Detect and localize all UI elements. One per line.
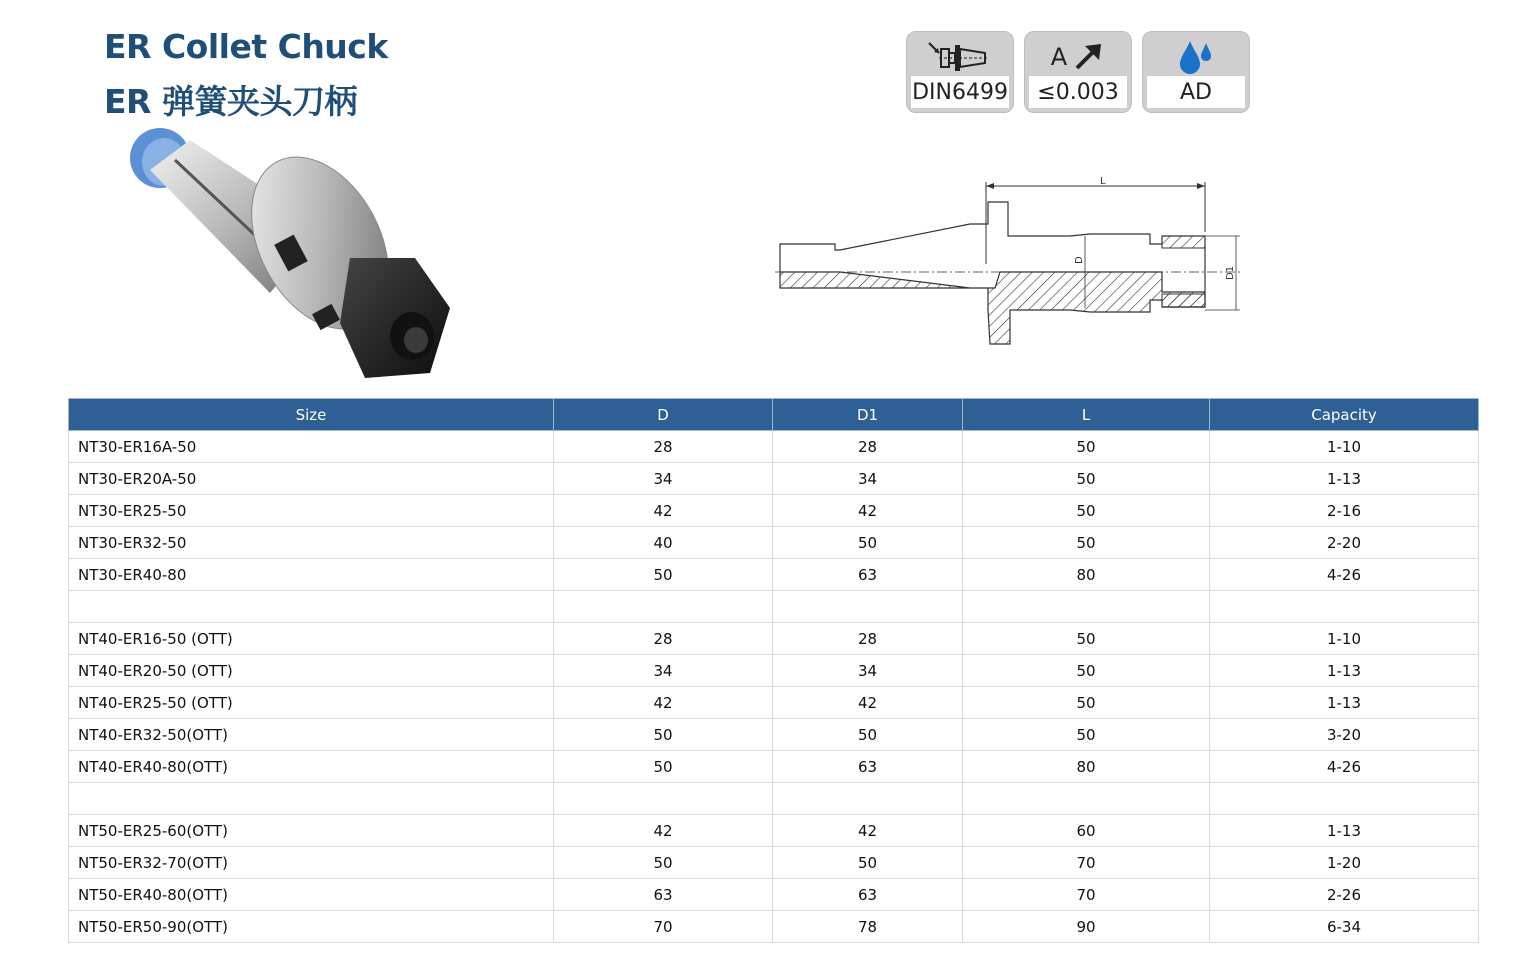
table-row — [69, 527, 1479, 559]
cell-size: NT30-ER16A-50 — [69, 431, 554, 463]
table-row — [69, 687, 1479, 719]
cell-capacity: 2-26 — [1210, 879, 1479, 911]
cell-size: NT50-ER32-70(OTT) — [69, 847, 554, 879]
cell-capacity: 1-20 — [1210, 847, 1479, 879]
badge-ad-label: AD — [1147, 76, 1245, 108]
cell-capacity: 1-10 — [1210, 623, 1479, 655]
col-header-l: L — [963, 399, 1210, 431]
cell-capacity: 4-26 — [1210, 559, 1479, 591]
cell-l: 50 — [963, 623, 1210, 655]
cell-l: 80 — [963, 559, 1210, 591]
cell-d1: 42 — [773, 815, 963, 847]
badge-ad — [1142, 31, 1250, 113]
table-row — [69, 463, 1479, 495]
page-subtitle: ER 弹簧夹头刀柄 — [104, 82, 357, 121]
cell-l — [963, 591, 1210, 623]
table-row — [69, 431, 1479, 463]
feature-badges — [906, 31, 1250, 113]
technical-drawing — [770, 172, 1250, 352]
cell-l: 50 — [963, 527, 1210, 559]
table-row — [69, 719, 1479, 751]
cell-d1: 34 — [773, 655, 963, 687]
table-row — [69, 751, 1479, 783]
table-row — [69, 655, 1479, 687]
cell-l: 50 — [963, 431, 1210, 463]
cell-size: NT50-ER25-60(OTT) — [69, 815, 554, 847]
cell-d1: 63 — [773, 751, 963, 783]
cell-d1: 42 — [773, 687, 963, 719]
cell-l: 80 — [963, 751, 1210, 783]
cell-d1: 50 — [773, 527, 963, 559]
runout-arrow-icon — [1071, 40, 1105, 74]
cell-capacity — [1210, 591, 1479, 623]
badge-runout — [1024, 31, 1132, 113]
table-row — [69, 559, 1479, 591]
cell-l: 50 — [963, 719, 1210, 751]
dim-D1: D1 — [1225, 265, 1236, 280]
cell-l: 70 — [963, 847, 1210, 879]
cell-l: 50 — [963, 655, 1210, 687]
cell-d: 28 — [554, 623, 773, 655]
table-row — [69, 911, 1479, 943]
runout-prefix: A — [1050, 43, 1068, 71]
table-row — [69, 847, 1479, 879]
page-title: ER Collet Chuck — [104, 27, 388, 66]
cell-capacity: 1-13 — [1210, 655, 1479, 687]
cell-d: 63 — [554, 879, 773, 911]
coolant-drops-icon — [1176, 37, 1216, 77]
table-row — [69, 815, 1479, 847]
cell-d: 42 — [554, 815, 773, 847]
cell-size: NT30-ER32-50 — [69, 527, 554, 559]
cell-l: 90 — [963, 911, 1210, 943]
cell-d: 42 — [554, 495, 773, 527]
cell-size: NT40-ER40-80(OTT) — [69, 751, 554, 783]
col-header-d: D — [554, 399, 773, 431]
cell-capacity — [1210, 783, 1479, 815]
cell-capacity: 1-13 — [1210, 815, 1479, 847]
cell-d1 — [773, 591, 963, 623]
col-header-capacity: Capacity — [1210, 399, 1479, 431]
cell-capacity: 1-13 — [1210, 463, 1479, 495]
cell-d1: 50 — [773, 719, 963, 751]
cell-d1 — [773, 783, 963, 815]
cell-d — [554, 591, 773, 623]
cell-size: NT50-ER50-90(OTT) — [69, 911, 554, 943]
cell-d: 34 — [554, 655, 773, 687]
cell-size: NT40-ER16-50 (OTT) — [69, 623, 554, 655]
table-row — [69, 783, 1479, 815]
cell-d: 28 — [554, 431, 773, 463]
cell-d1: 78 — [773, 911, 963, 943]
cell-capacity: 6-34 — [1210, 911, 1479, 943]
dim-L: L — [1100, 176, 1106, 187]
table-row — [69, 495, 1479, 527]
cell-d1: 34 — [773, 463, 963, 495]
cell-size: NT30-ER40-80 — [69, 559, 554, 591]
cell-size: NT40-ER20-50 (OTT) — [69, 655, 554, 687]
cell-capacity: 1-10 — [1210, 431, 1479, 463]
cell-size: NT50-ER40-80(OTT) — [69, 879, 554, 911]
cell-d: 50 — [554, 719, 773, 751]
cell-capacity: 1-13 — [1210, 687, 1479, 719]
table-row — [69, 591, 1479, 623]
cell-l: 60 — [963, 815, 1210, 847]
cell-d — [554, 783, 773, 815]
cell-capacity: 4-26 — [1210, 751, 1479, 783]
cell-size: NT40-ER32-50(OTT) — [69, 719, 554, 751]
table-header-row — [69, 399, 1479, 431]
cell-d1: 63 — [773, 559, 963, 591]
cell-d1: 28 — [773, 431, 963, 463]
cell-l — [963, 783, 1210, 815]
cell-d1: 50 — [773, 847, 963, 879]
badge-din6499 — [906, 31, 1014, 113]
badge-runout-label: ≤0.003 — [1029, 76, 1127, 108]
cell-size: NT30-ER25-50 — [69, 495, 554, 527]
col-header-d1: D1 — [773, 399, 963, 431]
cell-d: 40 — [554, 527, 773, 559]
cell-d: 50 — [554, 847, 773, 879]
cell-l: 50 — [963, 495, 1210, 527]
cell-capacity: 2-16 — [1210, 495, 1479, 527]
cell-size: NT40-ER25-50 (OTT) — [69, 687, 554, 719]
col-header-size: Size — [69, 399, 554, 431]
cell-d: 70 — [554, 911, 773, 943]
dim-D: D — [1074, 256, 1085, 264]
cell-d1: 63 — [773, 879, 963, 911]
table-row — [69, 879, 1479, 911]
cell-capacity: 3-20 — [1210, 719, 1479, 751]
cell-d: 34 — [554, 463, 773, 495]
table-row — [69, 623, 1479, 655]
cell-d1: 42 — [773, 495, 963, 527]
holder-icon — [925, 37, 995, 77]
cell-size: NT30-ER20A-50 — [69, 463, 554, 495]
cell-size — [69, 591, 554, 623]
cell-d: 42 — [554, 687, 773, 719]
cell-capacity: 2-20 — [1210, 527, 1479, 559]
cell-l: 50 — [963, 463, 1210, 495]
cell-d1: 28 — [773, 623, 963, 655]
spec-table — [68, 398, 1479, 943]
product-image — [120, 118, 470, 388]
badge-din6499-label: DIN6499 — [911, 76, 1009, 108]
cell-size — [69, 783, 554, 815]
cell-l: 50 — [963, 687, 1210, 719]
cell-d: 50 — [554, 559, 773, 591]
cell-d: 50 — [554, 751, 773, 783]
cell-l: 70 — [963, 879, 1210, 911]
